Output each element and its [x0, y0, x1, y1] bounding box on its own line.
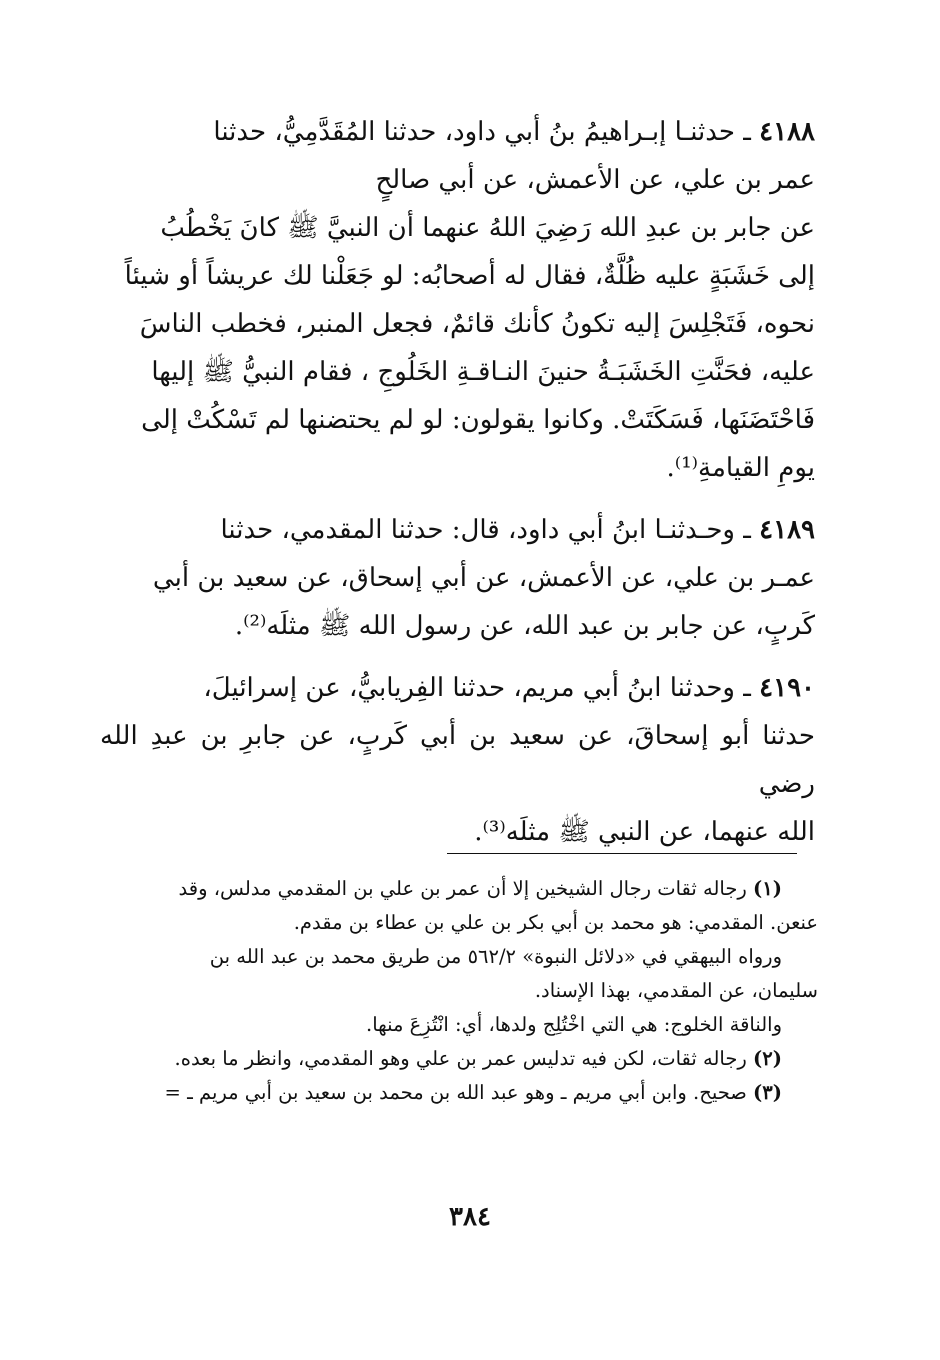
- main-text: [100, 108, 815, 870]
- footnote-text: والناقة الخلوج: هي التي اخْتُلِج ولدها، أي: انْتُزِعَ منها.: [366, 1013, 782, 1036]
- footnotes: [96, 872, 818, 1110]
- hadith-text: ـ حدثنـا إبـراهيمُ بنُ أبي داود، حدثنا المُقَدَّمِيُّ، حدثنا: [213, 117, 751, 147]
- hadith-line: عمر بن علي، عن الأعمش، عن أبي صالحٍ: [375, 165, 815, 195]
- footnote-text: رجاله ثقات، لكن فيه تدليس عمر بن علي وهو المقدمي، وانظر ما بعده.: [174, 1047, 747, 1070]
- hadith-line: عليه، فحَنَّتِ الخَشَبَـةُ حنينَ النـاقـةِ الخَلُوجِ ، فقام النبيُّ ﷺ إليها: [151, 357, 815, 387]
- footnote-number: (١): [753, 877, 782, 900]
- hadith-text: ـ وحدثنا ابنُ أبي مريم، حدثنا الفِريابيُّ، عن إسرائيلَ،: [203, 673, 751, 703]
- footnote-line: [96, 974, 818, 1008]
- footnote-line: [96, 940, 818, 974]
- page-number: ٣٨٤: [449, 1202, 491, 1232]
- footnote-line: [96, 906, 818, 940]
- hadith-line: [100, 506, 815, 554]
- hadith-line: يومِ القيامةِ⁽¹⁾.: [666, 453, 815, 483]
- footnote-text: ورواه البيهقي في «دلائل النبوة» ٥٦٢/٢ من طريق محمد بن عبد الله بن: [209, 945, 782, 968]
- hadith-text: ـ وحـدثنـا ابنُ أبي داود، قال: حدثنا المقدمي، حدثنا: [220, 515, 751, 545]
- hadith-4190: [100, 664, 815, 856]
- hadith-line: إلى خَشَبَةٍ عليه ظُلَّةٌ، فقال له أصحابُه: لو جَعَلْنا لك عريشاً أو شيئاً: [124, 261, 815, 291]
- hadith-number: ٤١٨٨: [759, 117, 815, 147]
- hadith-line: نحوه، فَتَجْلِسَ إليه تكونُ كأنك قائمٌ، فجعل المنبر، فخطب الناسَ: [139, 309, 815, 339]
- footnote-text: عنعن. المقدمي: هو محمد بن أبي بكر بن علي بن عطاء بن مقدم.: [293, 911, 818, 934]
- hadith-line: الله عنهما، عن النبي ﷺ مثلَه⁽³⁾.: [474, 817, 815, 847]
- footnote-divider: [447, 853, 797, 854]
- footnote-line: [96, 1008, 818, 1042]
- hadith-4188: [100, 108, 815, 492]
- footnote-number: (٢): [753, 1047, 782, 1070]
- footnote-text: سليمان، عن المقدمي، بهذا الإسناد.: [534, 979, 818, 1002]
- footnote-text: رجاله ثقات رجال الشيخين إلا أن عمر بن علي بن المقدمي مدلس، وقد: [178, 877, 747, 900]
- hadith-line: كَربٍ، عن جابر بن عبد الله، عن رسول الله ﷺ مثلَه⁽²⁾.: [234, 611, 815, 641]
- hadith-line: [100, 664, 815, 712]
- footnote-number: (٣): [753, 1081, 782, 1104]
- hadith-4189: [100, 506, 815, 650]
- hadith-line: حدثنا أبو إسحاقَ، عن سعيد بن أبي كَربٍ، عن جابرِ بن عبدِ الله رضي: [100, 721, 815, 799]
- footnote-line: [96, 1042, 818, 1076]
- hadith-line: عمـر بن علي، عن الأعمش، عن أبي إسحاق، عن سعيد بن أبي: [152, 563, 815, 593]
- hadith-line: [100, 108, 815, 156]
- footnote-line: [96, 872, 818, 906]
- hadith-number: ٤١٩٠: [759, 673, 815, 703]
- footnote-text: صحيح. وابن أبي مريم ـ وهو عبد الله بن محمد بن سعيد بن أبي مريم ـ =: [164, 1081, 747, 1104]
- footnote-line: [96, 1076, 818, 1110]
- hadith-line: فَاحْتَضَنَها، فَسَكَتَتْ. وكانوا يقولون: لو لم يحتضنها لم تَسْكُتْ إلى: [141, 405, 815, 435]
- hadith-line: عن جابر بن عبدِ الله رَضِيَ اللهُ عنهما أن النبيَّ ﷺ كانَ يَخْطُبُ: [160, 213, 815, 243]
- hadith-number: ٤١٨٩: [759, 515, 815, 545]
